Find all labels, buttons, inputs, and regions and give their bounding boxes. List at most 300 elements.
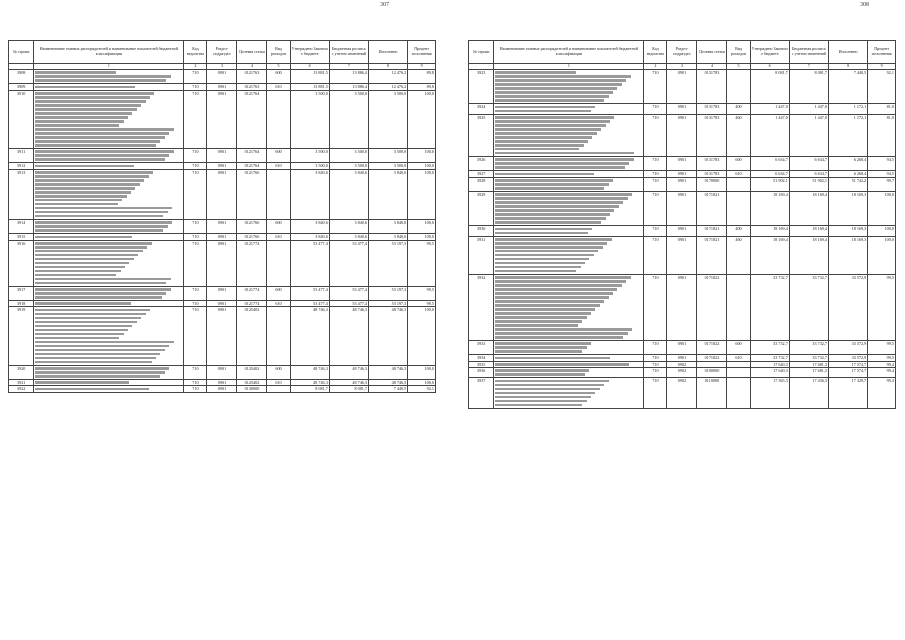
executed-amount: 53 197,3	[369, 301, 408, 307]
illegible-text-placeholder	[495, 205, 618, 208]
approved-amount: 33 732,7	[750, 355, 789, 361]
row-number: 3923	[469, 70, 494, 104]
illegible-text-placeholder	[35, 215, 163, 218]
header-approved: Утверждено Законом о бюджете	[750, 41, 789, 64]
row-name-illegible	[494, 177, 644, 191]
expense-type: 610	[267, 84, 290, 90]
execution-percent: 100,0	[408, 234, 436, 240]
execution-percent: 99,5	[868, 355, 896, 361]
illegible-text-placeholder	[495, 179, 613, 182]
illegible-text-placeholder	[35, 96, 150, 99]
table-row	[9, 240, 436, 286]
row-number: 3930	[469, 226, 494, 236]
illegible-text-placeholder	[35, 258, 134, 261]
execution-percent: 81,0	[868, 114, 896, 156]
approved-amount: 18 169,4	[750, 236, 789, 274]
row-number: 3934	[469, 355, 494, 361]
header-executed: Исполнено	[829, 41, 868, 64]
row-number: 3935	[469, 361, 494, 367]
header-expense-type: Вид расходов	[267, 41, 290, 64]
target-article: 0171822	[697, 274, 727, 340]
header-expense-type: Вид расходов	[727, 41, 750, 64]
illegible-text-placeholder	[495, 140, 588, 143]
budget-list-amount: 18 169,4	[789, 236, 828, 274]
illegible-text-placeholder	[495, 110, 591, 113]
illegible-text-placeholder	[495, 384, 604, 387]
column-number: 5	[267, 64, 290, 70]
budget-list-amount: 33 732,7	[789, 340, 828, 354]
illegible-text-placeholder	[495, 152, 633, 155]
illegible-text-placeholder	[35, 158, 164, 161]
executed-amount: 1 172,1	[829, 104, 868, 114]
execution-percent: 99,4	[868, 378, 896, 408]
table-row	[469, 191, 896, 225]
target-article: 0130000	[237, 386, 267, 392]
row-number: 3931	[469, 236, 494, 274]
execution-percent: 99,4	[868, 361, 896, 367]
illegible-text-placeholder	[495, 380, 608, 383]
illegible-text-placeholder	[495, 254, 594, 257]
illegible-text-placeholder	[495, 312, 591, 315]
illegible-text-placeholder	[495, 266, 580, 269]
row-name-illegible	[34, 90, 184, 148]
row-number: 3908	[9, 70, 34, 84]
row-number: 3927	[469, 171, 494, 177]
illegible-text-placeholder	[35, 317, 141, 320]
department-code: 710	[644, 378, 667, 408]
illegible-text-placeholder	[35, 120, 123, 123]
illegible-text-placeholder	[35, 144, 156, 147]
illegible-text-placeholder	[495, 83, 621, 86]
illegible-text-placeholder	[35, 270, 120, 273]
section-code: 0901	[207, 301, 237, 307]
department-code: 710	[184, 70, 207, 84]
target-article: 0121763	[237, 70, 267, 84]
table-row	[9, 307, 436, 365]
illegible-text-placeholder	[495, 346, 586, 349]
table-row	[9, 70, 436, 84]
budget-list-amount: 48 746,3	[329, 379, 368, 385]
execution-percent: 100,0	[408, 365, 436, 379]
illegible-text-placeholder	[495, 316, 586, 319]
department-code: 710	[644, 70, 667, 104]
budget-list-amount: 18 169,4	[789, 226, 828, 236]
illegible-text-placeholder	[35, 128, 173, 131]
illegible-text-placeholder	[35, 345, 169, 348]
target-article: 0171822	[697, 355, 727, 361]
table-row	[469, 274, 896, 340]
row-name-illegible	[494, 236, 644, 274]
executed-amount: 3 500,0	[369, 90, 408, 148]
illegible-text-placeholder	[495, 209, 614, 212]
header-percent: Процент исполнения	[868, 41, 896, 64]
header-target-article: Целевая статья	[237, 41, 267, 64]
column-number: 4	[697, 64, 727, 70]
budget-list-amount: 3 500,0	[329, 148, 368, 162]
executed-amount: 7 440,5	[829, 70, 868, 104]
illegible-text-placeholder	[495, 79, 626, 82]
table-row	[9, 148, 436, 162]
section-code: 0901	[207, 307, 237, 365]
row-number: 3925	[469, 114, 494, 156]
approved-amount: 48 746,3	[290, 365, 329, 379]
target-article: 0121774	[237, 240, 267, 286]
department-code: 710	[644, 236, 667, 274]
illegible-text-placeholder	[495, 132, 596, 135]
illegible-text-placeholder	[35, 183, 139, 186]
header-name: Наименование главных распорядителей и наименование показателей бюджетной классификации	[494, 41, 644, 64]
expense-type: 610	[267, 301, 290, 307]
executed-amount: 3 840,6	[369, 219, 408, 233]
budget-list-amount: 53 477,4	[329, 240, 368, 286]
executed-amount: 3 500,0	[369, 163, 408, 169]
row-name-illegible	[34, 70, 184, 84]
column-number: 1	[494, 64, 644, 70]
target-article: 0121764	[237, 90, 267, 148]
illegible-text-placeholder	[495, 373, 585, 376]
department-code: 710	[184, 90, 207, 148]
column-number: 6	[290, 64, 329, 70]
executed-amount: 33 572,9	[829, 355, 868, 361]
section-code: 0901	[207, 169, 237, 219]
header-budget-list: Бюджетная роспись с учетом изменений	[789, 41, 828, 64]
row-name-illegible	[34, 307, 184, 365]
table-header-row	[9, 41, 436, 64]
illegible-text-placeholder	[495, 292, 613, 295]
budget-list-amount: 3 500,0	[329, 90, 368, 148]
illegible-text-placeholder	[495, 187, 604, 190]
column-number: 3	[667, 64, 697, 70]
table-row	[469, 156, 896, 170]
expense-type	[267, 386, 290, 392]
row-name-illegible	[34, 240, 184, 286]
expense-type	[727, 191, 750, 225]
illegible-text-placeholder	[495, 221, 601, 224]
expense-type: 600	[267, 365, 290, 379]
illegible-text-placeholder	[35, 221, 172, 224]
row-name-illegible	[494, 274, 644, 340]
approved-amount: 3 840,6	[290, 234, 329, 240]
section-code: 0901	[207, 234, 237, 240]
section-code: 0901	[207, 386, 237, 392]
illegible-text-placeholder	[35, 195, 126, 198]
executed-amount: 18 169,3	[829, 191, 868, 225]
department-code: 710	[184, 169, 207, 219]
section-code: 0901	[207, 163, 237, 169]
row-number: 3914	[9, 219, 34, 233]
expense-type: 400	[727, 104, 750, 114]
illegible-text-placeholder	[495, 332, 627, 335]
header-target-article: Целевая статья	[697, 41, 727, 64]
expense-type: 600	[267, 70, 290, 84]
executed-amount: 12 476,2	[369, 70, 408, 84]
target-article: 0121764	[237, 163, 267, 169]
row-name-illegible	[34, 386, 184, 392]
execution-percent: 92,1	[868, 70, 896, 104]
target-article: 0171821	[697, 191, 727, 225]
executed-amount: 48 746,3	[369, 365, 408, 379]
row-name-illegible	[34, 219, 184, 233]
expense-type: 600	[267, 148, 290, 162]
row-number: 3920	[9, 365, 34, 379]
illegible-text-placeholder	[495, 75, 630, 78]
row-number: 3929	[469, 191, 494, 225]
expense-type: 600	[727, 340, 750, 354]
target-article: 0110000	[697, 378, 727, 408]
illegible-text-placeholder	[495, 95, 608, 98]
header-executed: Исполнено	[369, 41, 408, 64]
budget-list-amount: 48 746,3	[329, 307, 368, 365]
illegible-text-placeholder	[35, 349, 164, 352]
execution-percent: 100,0	[868, 236, 896, 274]
execution-percent: 99,5	[408, 286, 436, 300]
illegible-text-placeholder	[35, 92, 154, 95]
target-article: 0125402	[237, 307, 267, 365]
budget-list-amount: 33 732,7	[789, 355, 828, 361]
approved-amount: 48 746,3	[290, 379, 329, 385]
department-code: 710	[644, 171, 667, 177]
illegible-text-placeholder	[495, 396, 591, 399]
column-number: 8	[829, 64, 868, 70]
page-number: 307	[380, 2, 389, 8]
target-article: 0131783	[697, 156, 727, 170]
illegible-text-placeholder	[35, 325, 132, 328]
executed-amount: 53 197,3	[369, 240, 408, 286]
table-row	[469, 104, 896, 114]
row-name-illegible	[34, 148, 184, 162]
row-number: 3924	[469, 104, 494, 114]
row-number: 3912	[9, 163, 34, 169]
header-row-number: № строки	[9, 41, 34, 64]
illegible-text-placeholder	[35, 154, 169, 157]
section-code: 0901	[667, 355, 697, 361]
execution-percent: 100,0	[408, 307, 436, 365]
budget-list-amount: 33 732,7	[789, 274, 828, 340]
illegible-text-placeholder	[495, 71, 576, 74]
column-number: 8	[369, 64, 408, 70]
illegible-text-placeholder	[35, 357, 156, 360]
illegible-text-placeholder	[35, 225, 167, 228]
header-department-code: Код ведомства	[184, 41, 207, 64]
header-department-code: Код ведомства	[644, 41, 667, 64]
illegible-text-placeholder	[35, 112, 132, 115]
budget-list-amount: 17 436,3	[789, 378, 828, 408]
table-row	[469, 177, 896, 191]
target-article: 0131783	[697, 171, 727, 177]
header-row-number: № строки	[469, 41, 494, 64]
executed-amount: 17 329,7	[829, 378, 868, 408]
section-code: 0901	[207, 148, 237, 162]
illegible-text-placeholder	[495, 173, 594, 176]
illegible-text-placeholder	[35, 309, 150, 312]
expense-type	[267, 169, 290, 219]
column-number: 5	[727, 64, 750, 70]
approved-amount: 3 500,0	[290, 148, 329, 162]
illegible-text-placeholder	[35, 262, 129, 265]
approved-amount: 6 634,7	[750, 156, 789, 170]
expense-type: 610	[727, 355, 750, 361]
approved-amount: 18 169,4	[750, 191, 789, 225]
illegible-text-placeholder	[495, 136, 592, 139]
illegible-text-placeholder	[495, 388, 599, 391]
execution-percent: 81,0	[868, 104, 896, 114]
row-name-illegible	[494, 156, 644, 170]
illegible-text-placeholder	[495, 201, 623, 204]
approved-amount: 18 169,4	[750, 226, 789, 236]
row-number: 3915	[9, 234, 34, 240]
budget-list-amount: 6 634,7	[789, 156, 828, 170]
illegible-text-placeholder	[35, 333, 123, 336]
illegible-text-placeholder	[35, 250, 142, 253]
target-article: 0171822	[697, 340, 727, 354]
execution-percent: 100,0	[868, 226, 896, 236]
approved-amount: 53 477,4	[290, 301, 329, 307]
approved-amount: 8 081,7	[750, 70, 789, 104]
illegible-text-placeholder	[495, 144, 583, 147]
illegible-text-placeholder	[35, 246, 147, 249]
row-name-illegible	[494, 368, 644, 378]
department-code: 710	[644, 191, 667, 225]
department-code: 710	[184, 301, 207, 307]
executed-amount: 51 742,2	[829, 177, 868, 191]
illegible-text-placeholder	[495, 246, 602, 249]
execution-percent: 100,0	[408, 163, 436, 169]
table-header-row	[469, 41, 896, 64]
illegible-text-placeholder	[35, 296, 161, 299]
department-code: 710	[644, 340, 667, 354]
illegible-text-placeholder	[35, 150, 173, 153]
illegible-text-placeholder	[495, 328, 632, 331]
illegible-text-placeholder	[35, 191, 131, 194]
department-code: 710	[184, 219, 207, 233]
section-code: 0901	[207, 365, 237, 379]
target-article: 0121763	[237, 84, 267, 90]
execution-percent: 94,5	[868, 171, 896, 177]
illegible-text-placeholder	[495, 242, 607, 245]
section-code: 0901	[667, 274, 697, 340]
column-number: 4	[237, 64, 267, 70]
approved-amount: 33 732,7	[750, 274, 789, 340]
illegible-text-placeholder	[495, 296, 608, 299]
approved-amount: 3 500,0	[290, 90, 329, 148]
expense-type	[267, 90, 290, 148]
section-code: 0901	[667, 114, 697, 156]
department-code: 710	[184, 379, 207, 385]
execution-percent: 99,5	[408, 240, 436, 286]
row-number: 3911	[9, 148, 34, 162]
target-article: 0131783	[697, 104, 727, 114]
header-section: Раздел-подраздел	[207, 41, 237, 64]
department-code: 710	[644, 104, 667, 114]
approved-amount: 13 881,5	[290, 84, 329, 90]
row-number: 3909	[9, 84, 34, 90]
illegible-text-placeholder	[495, 288, 617, 291]
illegible-text-placeholder	[35, 136, 164, 139]
row-number: 3936	[469, 368, 494, 378]
column-number: 7	[329, 64, 368, 70]
budget-table	[468, 40, 896, 409]
budget-list-amount: 53 477,4	[329, 301, 368, 307]
target-article: 0125402	[237, 379, 267, 385]
budget-list-amount: 13 886,4	[329, 70, 368, 84]
header-name: Наименование главных распорядителей и наименование показателей бюджетной классификации	[34, 41, 184, 64]
budget-list-amount: 53 477,4	[329, 286, 368, 300]
target-article: 0121764	[237, 148, 267, 162]
target-article: 0125402	[237, 365, 267, 379]
row-number: 3913	[9, 169, 34, 219]
department-code: 710	[644, 177, 667, 191]
illegible-text-placeholder	[495, 342, 591, 345]
executed-amount: 3 500,0	[369, 148, 408, 162]
illegible-text-placeholder	[35, 367, 169, 370]
expense-type: 600	[267, 286, 290, 300]
section-code: 0902	[667, 378, 697, 408]
department-code: 710	[184, 163, 207, 169]
budget-list-amount: 1 447,0	[789, 114, 828, 156]
illegible-text-placeholder	[495, 116, 614, 119]
table-row	[9, 219, 436, 233]
table-row	[469, 368, 896, 378]
illegible-text-placeholder	[35, 388, 148, 391]
row-name-illegible	[34, 169, 184, 219]
row-name-illegible	[494, 191, 644, 225]
illegible-text-placeholder	[495, 238, 611, 241]
row-number: 3918	[9, 301, 34, 307]
illegible-text-placeholder	[35, 86, 135, 89]
section-code: 0901	[667, 191, 697, 225]
department-code: 710	[184, 307, 207, 365]
approved-amount: 33 732,7	[750, 340, 789, 354]
illegible-text-placeholder	[495, 276, 630, 279]
illegible-text-placeholder	[35, 211, 167, 214]
execution-percent: 92,1	[408, 386, 436, 392]
row-name-illegible	[494, 340, 644, 354]
executed-amount: 12 476,2	[369, 84, 408, 90]
approved-amount: 17 640,3	[750, 361, 789, 367]
budget-table	[8, 40, 436, 393]
section-code: 0901	[207, 90, 237, 148]
section-code: 0901	[207, 84, 237, 90]
budget-list-amount: 3 840,6	[329, 169, 368, 219]
section-code: 0901	[667, 171, 697, 177]
illegible-text-placeholder	[495, 99, 604, 102]
illegible-text-placeholder	[495, 232, 588, 235]
approved-amount: 53 477,4	[290, 240, 329, 286]
section-code: 0901	[667, 236, 697, 274]
approved-amount: 6 634,7	[750, 171, 789, 177]
table-row	[469, 236, 896, 274]
budget-list-amount: 3 840,6	[329, 219, 368, 233]
table-row	[9, 90, 436, 148]
illegible-text-placeholder	[35, 179, 144, 182]
illegible-text-placeholder	[35, 329, 128, 332]
expense-type: 610	[727, 171, 750, 177]
illegible-text-placeholder	[495, 128, 601, 131]
executed-amount: 6 268,4	[829, 156, 868, 170]
illegible-text-placeholder	[35, 361, 151, 364]
illegible-text-placeholder	[35, 242, 151, 245]
illegible-text-placeholder	[495, 300, 604, 303]
row-name-illegible	[494, 226, 644, 236]
row-number: 3937	[469, 378, 494, 408]
header-section: Раздел-подраздел	[667, 41, 697, 64]
illegible-text-placeholder	[495, 124, 605, 127]
section-code: 0901	[207, 286, 237, 300]
executed-amount: 3 840,6	[369, 169, 408, 219]
execution-percent: 99,5	[868, 274, 896, 340]
approved-amount: 3 840,6	[290, 219, 329, 233]
department-code: 710	[184, 240, 207, 286]
